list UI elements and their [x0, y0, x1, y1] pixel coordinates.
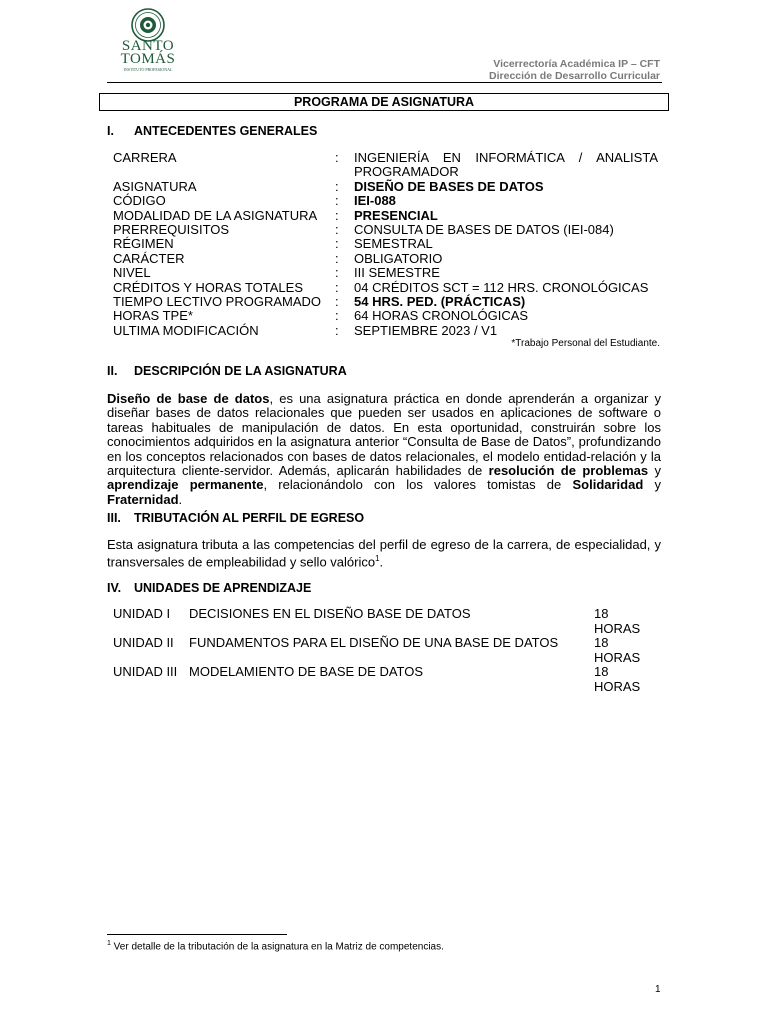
section-heading-1 — [107, 124, 317, 138]
info-colon: : — [335, 193, 339, 209]
info-value: SEPTIEMBRE 2023 / V1 — [354, 322, 498, 338]
bold-phrase: Fraternidad — [107, 491, 179, 507]
info-value: DISEÑO DE BASES DE DATOS — [354, 178, 544, 194]
info-value: 64 HORAS CRONOLÓGICAS — [354, 308, 529, 324]
units-list — [113, 607, 658, 694]
unit-number: UNIDAD II — [113, 635, 174, 650]
header-divider — [107, 82, 662, 83]
logo-subtitle: INSTITUTO PROFESIONAL — [123, 67, 173, 72]
info-row-nivel — [113, 266, 658, 280]
info-value: PRESENCIAL — [354, 207, 438, 223]
info-label: PRERREQUISITOS — [113, 222, 230, 238]
info-colon: : — [335, 178, 339, 194]
footnote — [107, 940, 444, 952]
info-row-caracter — [113, 252, 658, 266]
info-colon: : — [335, 150, 339, 165]
info-row-modalidad — [113, 209, 658, 223]
section-title: TRIBUTACIÓN AL PERFIL DE EGRESO — [134, 511, 365, 525]
unit-number: UNIDAD III — [113, 664, 178, 679]
info-value: 54 HRS. PED. (PRÁCTICAS) — [354, 294, 526, 310]
info-label: ULTIMA MODIFICACIÓN — [113, 322, 259, 338]
info-label: ASIGNATURA — [113, 178, 197, 194]
tributacion-paragraph — [107, 538, 661, 570]
info-colon: : — [335, 294, 339, 310]
footnote-text: Ver detalle de la tributación de la asignatura en la Matriz de competencias. — [110, 941, 444, 953]
info-label: MODALIDAD DE LA ASIGNATURA — [113, 207, 318, 223]
section-number: II. — [107, 364, 118, 378]
section-title: ANTECEDENTES GENERALES — [134, 124, 318, 138]
info-row-regimen — [113, 237, 658, 251]
bold-phrase: Solidaridad — [572, 477, 644, 493]
unit-name: MODELAMIENTO DE BASE DE DATOS — [189, 664, 424, 679]
info-colon: : — [335, 207, 339, 223]
info-row-horas-tpe — [113, 309, 658, 323]
section-number: I. — [107, 124, 114, 138]
info-value: III SEMESTRE — [354, 265, 440, 281]
info-row-codigo — [113, 194, 658, 208]
page-number: 1 — [655, 984, 661, 995]
unit-row — [113, 607, 658, 636]
info-value: IEI-088 — [354, 193, 396, 209]
info-value-line-1: INGENIERÍA EN INFORMÁTICA / ANALISTA — [354, 150, 658, 165]
info-row-ultima-modificacion — [113, 324, 658, 338]
bold-phrase: Diseño de base de datos — [107, 391, 270, 406]
unit-hours: 18 HORAS — [594, 664, 641, 694]
bold-phrase: resolución de problemas — [488, 463, 649, 479]
santo-tomas-emblem-icon — [131, 8, 165, 42]
section-title: UNIDADES DE APRENDIZAJE — [134, 581, 312, 595]
text-run: , relacionándolo con los valores tomistas de — [263, 477, 573, 493]
general-info-table — [113, 151, 658, 338]
info-row-carrera — [113, 151, 658, 180]
info-value — [354, 151, 658, 180]
header-line-1: Vicerrectoría Académica IP – CFT — [493, 58, 660, 70]
document-title: PROGRAMA DE ASIGNATURA — [99, 93, 669, 111]
unit-hours: 18 HORAS — [594, 606, 641, 636]
info-label: NIVEL — [113, 265, 151, 281]
info-row-creditos — [113, 281, 658, 295]
footnote-ref[interactable]: 1 — [375, 554, 380, 564]
logo-line-2: TOMÁS — [120, 51, 176, 67]
info-label: RÉGIMEN — [113, 236, 174, 252]
info-value: SEMESTRAL — [354, 236, 433, 252]
footnote-divider — [107, 934, 287, 935]
text-run: , es una asignatura práctica en donde aprenderán a organizar y diseñar bases de datos relacionales que pueden ser usados en aplicaciones de software o tareas habituales de manipulación de datos. En esta oportunidad, construirán sobre los conocimientos adquiridos en la asignatura anterior “Consulta de Base de Datos”, profundizando en los conceptos relacionados con bases de datos relacionales, el modelo entidad-relación y la arquitectura cliente-servidor. Además, aplicarán habilidades de — [107, 391, 661, 479]
unit-number: UNIDAD I — [113, 606, 171, 621]
info-value: CONSULTA DE BASES DE DATOS (IEI-084) — [354, 222, 614, 238]
unit-name: FUNDAMENTOS PARA EL DISEÑO DE UNA BASE DE DATOS — [189, 635, 559, 650]
bold-phrase: aprendizaje permanente — [107, 477, 264, 493]
info-label: CARÁCTER — [113, 250, 185, 266]
info-colon: : — [335, 308, 339, 324]
info-label: HORAS TPE* — [113, 308, 193, 324]
info-value: OBLIGATORIO — [354, 250, 443, 266]
footnote-number: 1 — [107, 940, 111, 947]
info-colon: : — [335, 222, 339, 238]
section-heading-3 — [107, 511, 364, 525]
unit-row — [113, 636, 658, 665]
text-run: y — [643, 477, 661, 493]
unit-hours: 18 HORAS — [594, 635, 641, 665]
info-row-asignatura — [113, 180, 658, 194]
info-row-prerrequisitos — [113, 223, 658, 237]
section-heading-2 — [107, 364, 347, 378]
info-value: 04 CRÉDITOS SCT = 112 HRS. CRONOLÓGICAS — [354, 279, 649, 295]
info-label: CÓDIGO — [113, 193, 166, 209]
text-run: . — [379, 554, 384, 570]
section-heading-4 — [107, 581, 311, 595]
info-label: CRÉDITOS Y HORAS TOTALES — [113, 279, 304, 295]
info-colon: : — [335, 236, 339, 252]
text-run: y — [648, 463, 662, 479]
header-institution — [489, 58, 660, 82]
description-paragraph — [107, 392, 661, 507]
info-row-tiempo-lectivo — [113, 295, 658, 309]
section-title: DESCRIPCIÓN DE LA ASIGNATURA — [134, 364, 347, 378]
info-label: CARRERA — [113, 150, 177, 165]
info-colon: : — [335, 322, 339, 338]
text-run: . — [178, 491, 183, 507]
info-colon: : — [335, 279, 339, 295]
unit-name: DECISIONES EN EL DISEÑO BASE DE DATOS — [189, 606, 471, 621]
text-run: Esta asignatura tributa a las competencias del perfil de egreso de la carrera, de especialidad, y transversales de empleabilidad y sello valórico — [107, 537, 661, 570]
header-line-2: Dirección de Desarrollo Curricular — [489, 70, 660, 82]
section-number: IV. — [107, 581, 122, 595]
section-number: III. — [107, 511, 121, 525]
unit-row — [113, 665, 658, 694]
logo-line-1: SANTO — [121, 38, 175, 54]
info-colon: : — [335, 250, 339, 266]
tpe-note: *Trabajo Personal del Estudiante. — [511, 338, 660, 349]
logo-wordmark — [110, 40, 186, 72]
info-label: TIEMPO LECTIVO PROGRAMADO — [113, 294, 322, 310]
info-colon: : — [335, 265, 339, 281]
info-value-line-2: PROGRAMADOR — [354, 164, 459, 180]
